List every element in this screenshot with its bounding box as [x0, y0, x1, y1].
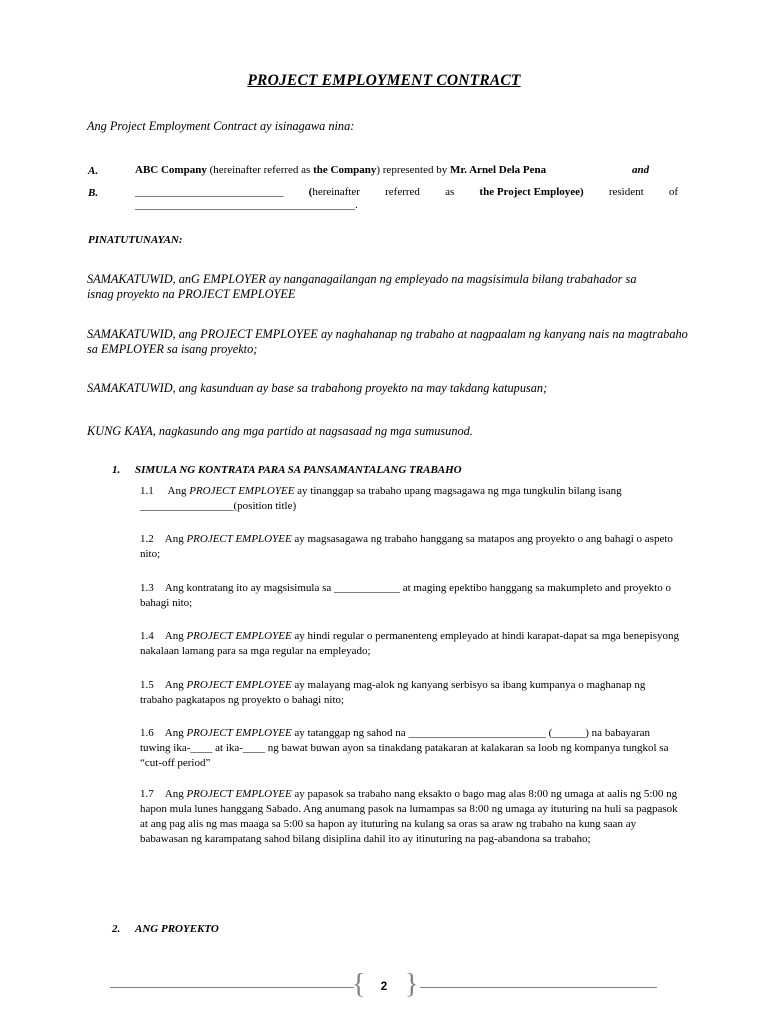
party-a-alias: the Company [313, 164, 377, 176]
document-title: PROJECT EMPLOYMENT CONTRACT [247, 72, 521, 89]
clause-1-2: 1.2 Ang PROJECT EMPLOYEE ay magsasagawa ng trabaho hanggang sa matapos ang proyekto o ang bahagi o aspeto nito; [140, 533, 673, 560]
clause-1-1: 1.1 Ang PROJECT EMPLOYEE ay tinanggap sa trabaho upang magsagawa ng mga tungkulin bilang isang _________________(position title) [140, 485, 622, 512]
section-2-heading: ANG PROYEKTO [135, 923, 219, 935]
party-b-as: as [445, 186, 455, 198]
party-b-hereinafter: (hereinafter [308, 186, 360, 198]
party-b-resident: resident [608, 186, 644, 198]
clause-1-7: 1.7 Ang PROJECT EMPLOYEE ay papasok sa trabaho nang eksakto o bago mag alas 8:00 ng umaga at aalis ng 5:00 ng hapon mula lunes hanggang Sabado. Ang anumang pasok na lumampas sa 8:00 ng umaga ay ituturing na huli sa pagpasok at ang pag alis ng mas maaga sa 5:00 sa hapon ay ituturing na kulang sa oras sa araw ng trabaho na kung saan ay babawasan ng karampatang sahod bilang disiplina dahil ito ay itinuturing na pag-abandona sa trabaho; [140, 788, 678, 845]
clause-1-3: 1.3 Ang kontratang ito ay magsisimula sa ____________ at maging epektibo hanggang sa makumpleto and proyekto o bahagi nito; [140, 582, 671, 609]
party-a-company: ABC Company [135, 164, 207, 176]
party-b-label: B. [88, 187, 99, 199]
footer-rule-left [110, 987, 354, 988]
whereas-2: SAMAKATUWID, ang PROJECT EMPLOYEE ay naghahanap ng trabaho at nagpaalam ng kanyang nais na magtrabaho sa EMPLOYER sa isang proyekto; [87, 327, 688, 356]
party-b-alias: the Project Employee) [479, 186, 584, 198]
pinatutunayan-heading: PINATUTUNAYAN: [88, 234, 183, 246]
clause-1-4: 1.4 Ang PROJECT EMPLOYEE ay hindi regular o permanenteng empleyado at hindi karapat-dapat sa mga benepisyong nakalaan lamang para sa mga regular na empleyado; [140, 630, 679, 657]
clause-1-6: 1.6 Ang PROJECT EMPLOYEE ay tatanggap ng sahod na _________________________ (______) na babayaran tuwing ika-____ at ika-____ ng bawat buwan ayon sa tinakdang patakaran at kalakaran sa loob ng kompanya tungkol sa “cut-off period” [140, 727, 669, 769]
whereas-1: SAMAKATUWID, anG EMPLOYER ay nanganagailangan ng empleyado na magsisimula bilang trabahador sa isnag proyekto na PROJECT EMPLOYEE [87, 272, 637, 301]
party-a-rep-name: Mr. Arnel Dela Pena [449, 164, 547, 176]
party-a-and: and [632, 164, 650, 176]
footer-brace-right: } [405, 969, 419, 1000]
section-2-number: 2. [112, 923, 121, 935]
section-1-number: 1. [112, 464, 121, 476]
clause-1-5: 1.5 Ang PROJECT EMPLOYEE ay malayang mag-alok ng kanyang serbisyo sa ibang kumpanya o maghanap ng trabaho pagkatapos ng proyekto o bahagi nito; [140, 679, 646, 706]
page-number: 2 [380, 981, 388, 993]
party-b-of: of [668, 186, 678, 198]
section-1-heading: SIMULA NG KONTRATA PARA SA PANSAMANTALANG TRABAHO [135, 464, 462, 476]
party-a-ref: (hereinafter referred as [206, 164, 314, 176]
footer-rule-right [420, 987, 657, 988]
party-a-text [135, 163, 695, 178]
whereas-3: SAMAKATUWID, ang kasunduan ay base sa trabahong proyekto na may takdang katupusan; [87, 381, 548, 395]
party-b-name-blank: ___________________________ [135, 186, 284, 198]
footer-brace-left: { [352, 969, 366, 1000]
party-b-address-blank: ________________________________________. [135, 199, 358, 211]
party-a-rep: ) represented by [376, 164, 450, 176]
party-b-referred: referred [385, 186, 420, 198]
intro-text: Ang Project Employment Contract ay isinagawa nina: [87, 119, 355, 133]
whereas-4: KUNG KAYA, nagkasundo ang mga partido at nagsasaad ng mga sumusunod. [87, 424, 473, 438]
party-a-label: A. [88, 165, 99, 177]
